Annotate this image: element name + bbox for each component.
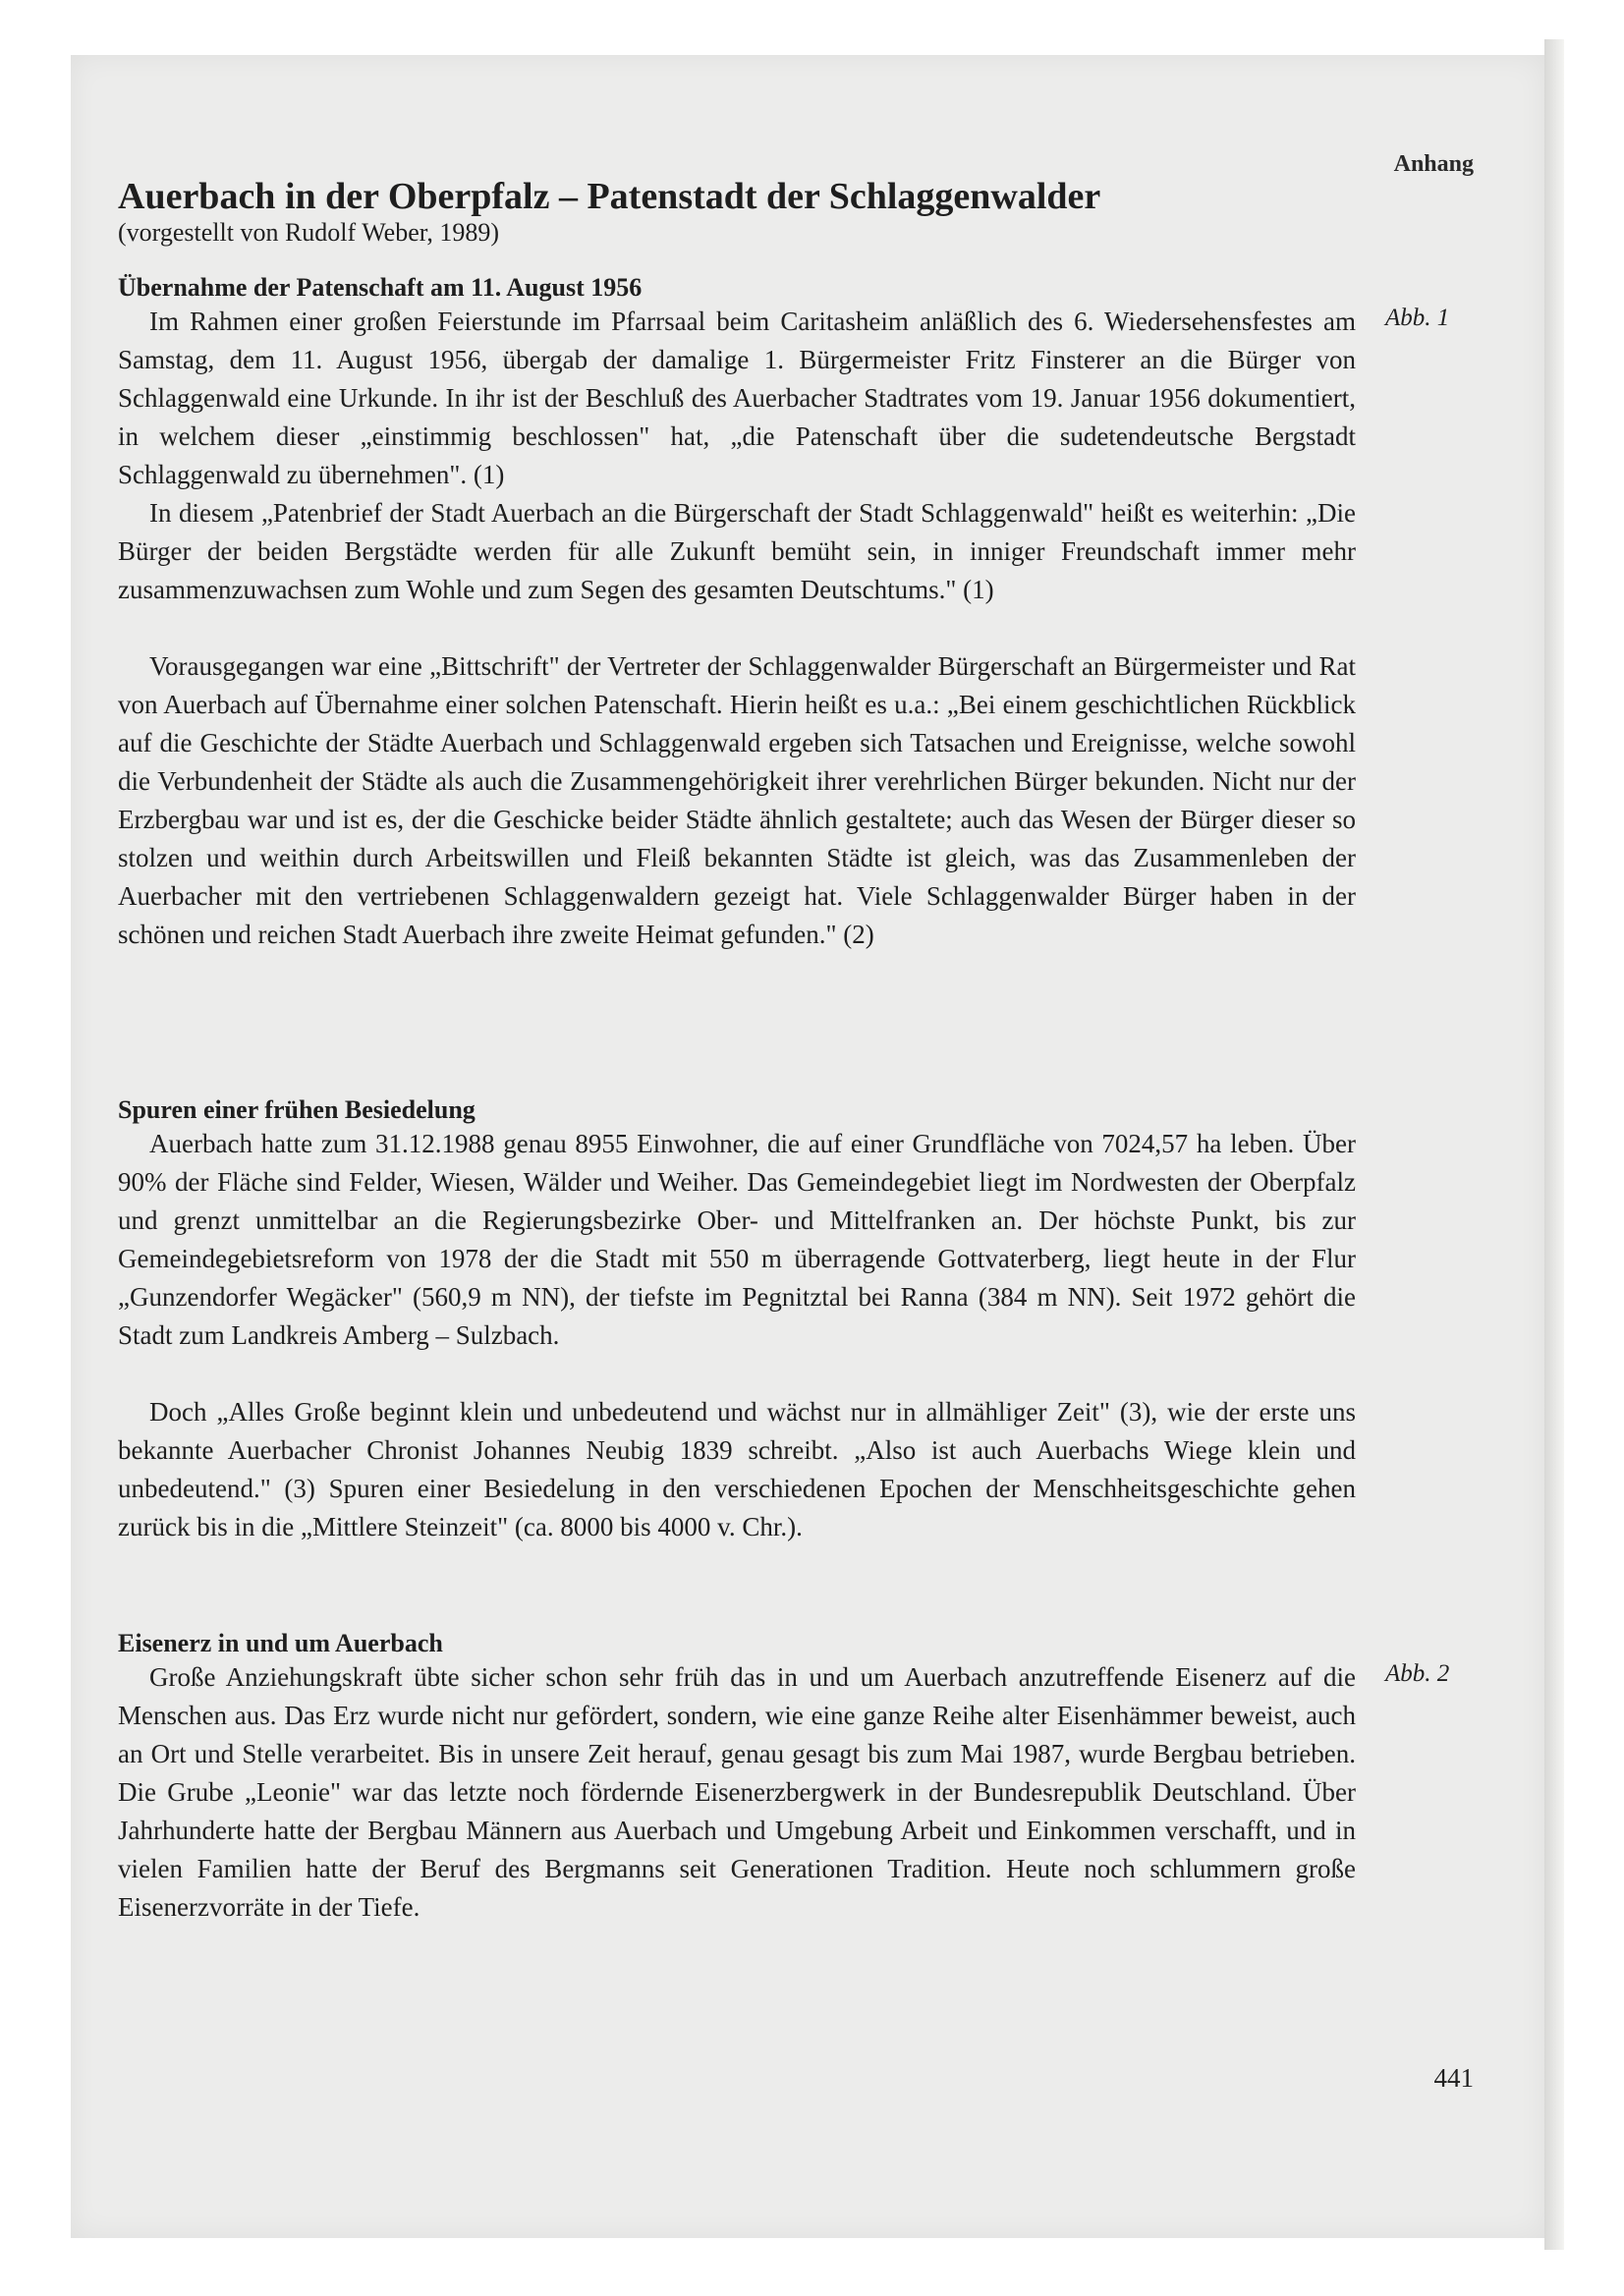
paragraph: In diesem „Patenbrief der Stadt Auerbach an die Bürgerschaft der Stadt Schlaggenwald" heißt es weiterhin: „Die Bürger der beiden Bergstädte werden für alle Zukunft bemüht sein, in inniger Freundschaft immer mehr zusammenzuwachsen zum Wohle und zum Segen des gesamten Deutschtums." (1) bbox=[118, 498, 1356, 604]
paragraph: Große Anziehungskraft übte sicher schon sehr früh das in und um Auerbach anzutreffende Eisenerz auf die Menschen aus. Das Erz wurde nicht nur gefördert, sondern, wie eine ganze Reihe alter Eisenhämmer beweist, auch an Ort und Stelle verarbeitet. Bis in unsere Zeit herauf, genau gesagt bis zum Mai 1987, wurde Bergbau betrieben. Die Grube „Leonie" war das letzte noch fördernde Eisenerzbergwerk in der Bundesrepublik Deutschland. Über Jahrhunderte hatte der Bergbau Männern aus Auerbach und Umgebung Arbeit und Einkommen verschafft, und in vielen Familien hatte der Beruf des Bergmanns seit Generationen Tradition. Heute noch schlummern große Eisenerzvorräte in der Tiefe. bbox=[118, 1662, 1356, 1922]
paragraph: Auerbach hatte zum 31.12.1988 genau 8955 Einwohner, die auf einer Grundfläche von 7024,57 ha leben. Über 90% der Fläche sind Felder, Wiesen, Wälder und Weiher. Das Gemeindegebiet liegt im Nordwesten der Oberpfalz und grenzt unmittelbar an die Regierungsbezirke Ober- und Mittelfranken an. Der höchste Punkt, bis zur Gemeindegebietsreform von 1978 der die Stadt mit 550 m überragende Gottvaterberg, liegt heute in der Flur „Gunzendorfer Wegäcker" (560,9 m NN), der tiefste im Pegnitztal bei Ranna (384 m NN). Seit 1972 gehört die Stadt zum Landkreis Amberg – Sulzbach. bbox=[118, 1129, 1356, 1350]
figure-reference-abb-2: Abb. 2 bbox=[1385, 1660, 1450, 1687]
section-heading-patenschaft: Übernahme der Patenschaft am 11. August 1956 bbox=[118, 273, 643, 302]
section-heading-besiedelung: Spuren einer frühen Besiedelung bbox=[118, 1095, 476, 1124]
page-title: Auerbach in der Oberpfalz – Patenstadt der Schlaggenwalder bbox=[118, 176, 1101, 217]
paragraph: Vorausgegangen war eine „Bittschrift" der Vertreter der Schlaggenwalder Bürgerschaft an Bürgermeister und Rat von Auerbach auf Übernahme einer solchen Patenschaft. Hierin heißt es u.a.: „Bei einem geschichtlichen Rückblick auf die Geschichte der Städte Auerbach und Schlaggenwald ergeben sich Tatsachen und Ereignisse, welche sowohl die Verbundenheit der Städte als auch die Zusammengehörigkeit ihrer verehrlichen Bürger bekunden. Nicht nur der Erzbergbau war und ist es, der die Geschicke beider Städte ähnlich gestaltete; auch das Wesen der Bürger dieser so stolzen und weithin durch Arbeitswillen und Fleiß bekannten Städte ist gleich, was das Zusammenleben der Auerbacher mit den vertriebenen Schlaggenwaldern gezeigt hat. Viele Schlaggenwalder Bürger haben in der schönen und reichen Stadt Auerbach ihre zweite Heimat gefunden." (2) bbox=[118, 651, 1356, 949]
page-edge bbox=[1544, 39, 1564, 2250]
paragraph: Doch „Alles Große beginnt klein und unbedeutend und wächst nur in allmähliger Zeit" (3), wie der erste uns bekannte Auerbacher Chronist Johannes Neubig 1839 schreibt. „Also ist auch Auerbachs Wiege klein und unbedeutend." (3) Spuren einer Besiedelung in den verschiedenen Epochen der Menschheitsgeschichte gehen zurück bis in die „Mittlere Steinzeit" (ca. 8000 bis 4000 v. Chr.). bbox=[118, 1397, 1356, 1541]
paragraph: Im Rahmen einer großen Feierstunde im Pfarrsaal beim Caritasheim anläßlich des 6. Wiedersehensfestes am Samstag, dem 11. August 1956, übergab der damalige 1. Bürgermeister Fritz Finsterer an die Bürger von Schlaggenwald eine Urkunde. In ihr ist der Beschluß des Auerbacher Stadtrates vom 19. Januar 1956 dokumentiert, in welchem dieser „einstimmig beschlossen" hat, „die Patenschaft über die sudetendeutsche Bergstadt Schlaggenwald zu übernehmen". (1) bbox=[118, 307, 1356, 489]
section-heading-eisenerz: Eisenerz in und um Auerbach bbox=[118, 1629, 443, 1657]
page-subtitle: (vorgestellt von Rudolf Weber, 1989) bbox=[118, 218, 500, 247]
page-number: 441 bbox=[1433, 2063, 1474, 2093]
running-head: Anhang bbox=[1393, 151, 1474, 177]
figure-reference-abb-1: Abb. 1 bbox=[1385, 305, 1450, 331]
